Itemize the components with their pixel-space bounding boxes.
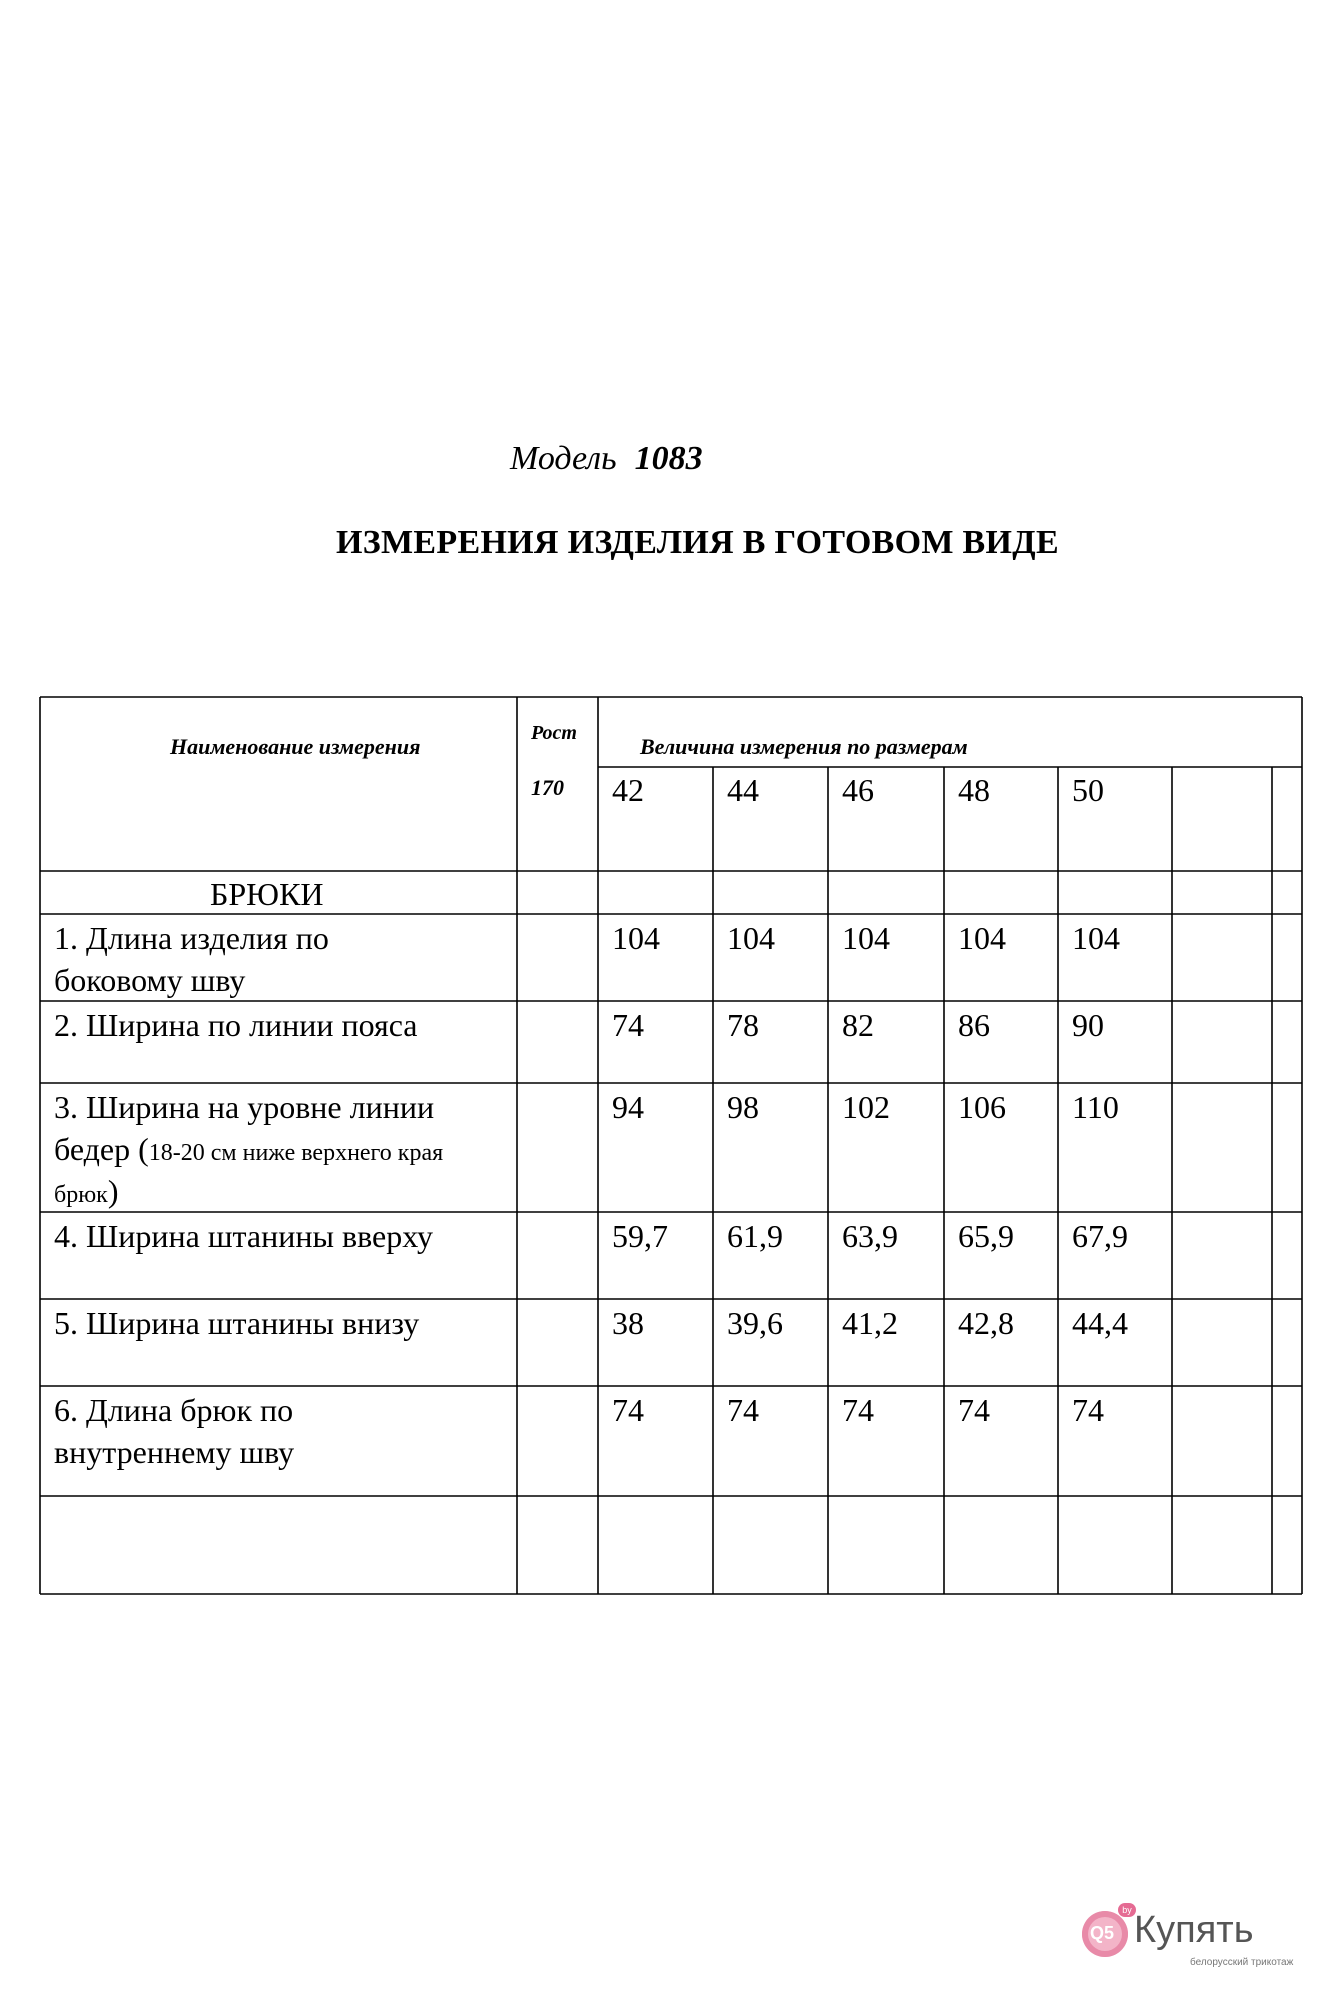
size-48: 48 xyxy=(958,772,990,808)
row-1-value-50: 104 xyxy=(1072,920,1120,956)
row-4-value-42: 59,7 xyxy=(612,1218,668,1254)
row-4-value-48: 65,9 xyxy=(958,1218,1014,1254)
row-5-value-50: 44,4 xyxy=(1072,1305,1128,1341)
row-6-value-42: 74 xyxy=(612,1392,644,1428)
row-5-name: 5. Ширина штанины внизу xyxy=(54,1305,420,1341)
row-3-value-46: 102 xyxy=(842,1089,890,1125)
brand-logo xyxy=(1082,1903,1292,1975)
row-3-value-42: 94 xyxy=(612,1089,644,1125)
row-3-name-line-1: 3. Ширина на уровне линии xyxy=(54,1089,435,1125)
logo-mark-icon: Q5 xyxy=(1082,1911,1128,1957)
row-3-value-48: 106 xyxy=(958,1089,1006,1125)
row-2-value-50: 90 xyxy=(1072,1007,1104,1043)
row-2-value-44: 78 xyxy=(727,1007,759,1043)
row-6-name-line-1: 6. Длина брюк по xyxy=(54,1392,294,1428)
size-44: 44 xyxy=(727,772,759,808)
row-3-value-50: 110 xyxy=(1072,1089,1119,1125)
row-5-value-42: 38 xyxy=(612,1305,644,1341)
row-2-value-42: 74 xyxy=(612,1007,644,1043)
row-4-value-50: 67,9 xyxy=(1072,1218,1128,1254)
row-1-value-48: 104 xyxy=(958,920,1006,956)
row-5-value-46: 41,2 xyxy=(842,1305,898,1341)
logo-tagline: белорусский трикотаж xyxy=(1190,1957,1294,1968)
size-50: 50 xyxy=(1072,772,1104,808)
model-number: 1083 xyxy=(634,440,703,477)
row-1-value-42: 104 xyxy=(612,920,660,956)
row-6-value-44: 74 xyxy=(727,1392,759,1428)
row-3-name-note: 18-20 см ниже верхнего края xyxy=(148,1140,444,1166)
header-height-label: Рост xyxy=(531,722,577,744)
row-3-value-44: 98 xyxy=(727,1089,759,1125)
row-6-value-48: 74 xyxy=(958,1392,990,1428)
model-label: Модель xyxy=(510,440,617,477)
row-5-value-48: 42,8 xyxy=(958,1305,1014,1341)
row-6-value-46: 74 xyxy=(842,1392,874,1428)
logo-badge: by xyxy=(1118,1903,1136,1917)
row-1-name-line-1: 1. Длина изделия по xyxy=(54,920,329,956)
row-1-name-line-2: бoковому шву xyxy=(54,962,246,998)
row-3-name-line-3: брюк) xyxy=(54,1173,119,1209)
row-6-value-50: 74 xyxy=(1072,1392,1104,1428)
row-1-value-46: 104 xyxy=(842,920,890,956)
size-42: 42 xyxy=(612,772,644,808)
row-4-name: 4. Ширина штанины вверху xyxy=(54,1218,433,1254)
row-2-value-46: 82 xyxy=(842,1007,874,1043)
row-3-name-line-2: бедер (18-20 см ниже верхнего края xyxy=(54,1131,444,1167)
row-4-value-44: 61,9 xyxy=(727,1218,783,1254)
header-measurement-name: Наименование измерения xyxy=(170,734,421,759)
row-5-value-44: 39,6 xyxy=(727,1305,783,1341)
header-sizes-label: Величина измерения по размерам xyxy=(640,734,968,759)
row-6-name-line-2: внутреннему шву xyxy=(54,1434,295,1470)
logo-name: Купять xyxy=(1134,1909,1254,1951)
section-title: БРЮКИ xyxy=(210,876,324,912)
page-title: ИЗМЕРЕНИЯ ИЗДЕЛИЯ В ГОТОВОМ ВИДЕ xyxy=(336,524,1059,561)
size-46: 46 xyxy=(842,772,874,808)
row-4-value-46: 63,9 xyxy=(842,1218,898,1254)
row-1-value-44: 104 xyxy=(727,920,775,956)
row-2-name: 2. Ширина по линии пояса xyxy=(54,1007,418,1043)
header-height-value: 170 xyxy=(531,775,564,800)
row-2-value-48: 86 xyxy=(958,1007,990,1043)
